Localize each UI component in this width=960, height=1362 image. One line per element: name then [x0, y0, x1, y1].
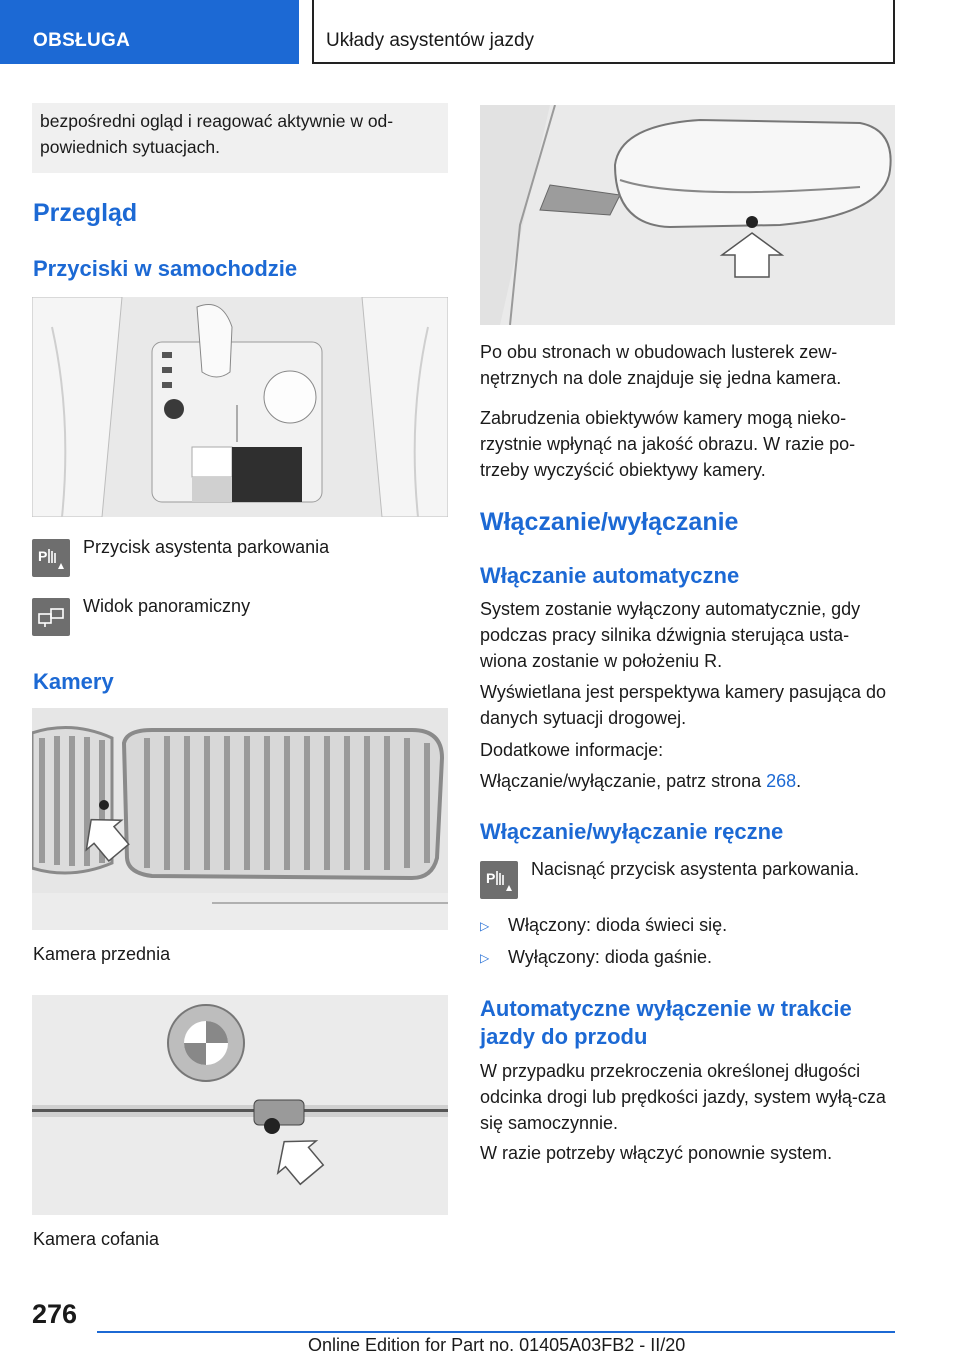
reference-text: Włączanie/wyłączanie, patrz strona: [480, 771, 767, 791]
perspective-text: Wyświetlana jest perspektywa kamery pasująca do danych sytuacji drogowej.: [480, 682, 887, 728]
button-label-parking: Przycisk asystenta parkowania: [83, 537, 330, 557]
heading-overview: Przegląd: [33, 199, 138, 227]
mirror-camera-image: [480, 105, 895, 325]
rear-camera-image: [32, 995, 448, 1215]
heading-on-off: Włączanie/wyłączanie: [480, 508, 739, 536]
parking-assist-icon: [480, 861, 518, 899]
parking-assist-icon: [32, 539, 70, 577]
manual-instruction: Nacisnąć przycisk asystenta parkowania.: [531, 859, 860, 879]
heading-buttons: Przyciski w samochodzie: [33, 256, 298, 281]
triangle-bullet-icon: ▷: [480, 918, 490, 933]
footer-divider: [97, 1331, 895, 1333]
auto-on-text: System zostanie wyłączony automatycznie, gdy podczas pracy silnika dźwignia sterująca usta-wiona zostanie w położeniu R.: [480, 599, 861, 671]
auto-off-text: W przypadku przekroczenia określonej długości odcinka drogi lub prędkości jazdy, system wyłą-cza się samoczynnie.: [480, 1061, 886, 1133]
heading-cameras: Kamery: [33, 669, 114, 694]
caption-front-camera: Kamera przednia: [33, 944, 171, 964]
section-title: OBSŁUGA: [33, 30, 131, 51]
restart-text: W razie potrzeby włączyć ponownie system.: [480, 1143, 833, 1163]
more-info-label: Dodatkowe informacje:: [480, 740, 664, 760]
bullet-off: [480, 947, 712, 968]
console-image: [32, 297, 448, 517]
lens-dirt-text: Zabrudzenia obiektywów kamery mogą nieko-rzystnie wpłynąć na jakość obrazu. W razie po-trzeby wyczyścić obiektywy kamery.: [480, 408, 856, 480]
intro-note: bezpośredni ogląd i reagować aktywnie w od-powiednich sytuacjach.: [32, 103, 448, 173]
heading-auto-on: Włączanie automatyczne: [480, 563, 740, 588]
svg-text:P: P: [486, 870, 496, 886]
page-link-268[interactable]: 268: [766, 771, 797, 791]
heading-auto-off: Automatyczne wyłączenie w trakcie jazdy do przodu: [480, 996, 852, 1049]
triangle-bullet-icon: ▷: [480, 950, 490, 965]
chapter-header: [312, 0, 895, 64]
panorama-view-icon: [32, 598, 70, 636]
bullet-on: [480, 915, 727, 936]
page-number: 276: [32, 1299, 78, 1329]
front-camera-image: [32, 708, 448, 930]
bullet-on-text: Włączony: dioda świeci się.: [508, 915, 728, 935]
reference-line: [480, 768, 895, 794]
button-label-panorama: Widok panoramiczny: [83, 596, 251, 616]
edition-text: Online Edition for Part no. 01405A03FB2 - II/20: [308, 1335, 686, 1355]
reference-end: .: [796, 771, 802, 791]
chapter-title: Układy asystentów jazdy: [326, 30, 535, 51]
mirror-camera-text: Po obu stronach w obudowach lusterek zew-nętrznych na dole znajduje się jedna kamera.: [480, 342, 842, 388]
bullet-off-text: Wyłączony: dioda gaśnie.: [508, 947, 712, 967]
heading-manual: Włączanie/wyłączanie ręczne: [480, 819, 784, 844]
svg-text:P: P: [38, 548, 48, 564]
section-tab: [0, 0, 299, 64]
caption-rear-camera: Kamera cofania: [33, 1229, 160, 1249]
